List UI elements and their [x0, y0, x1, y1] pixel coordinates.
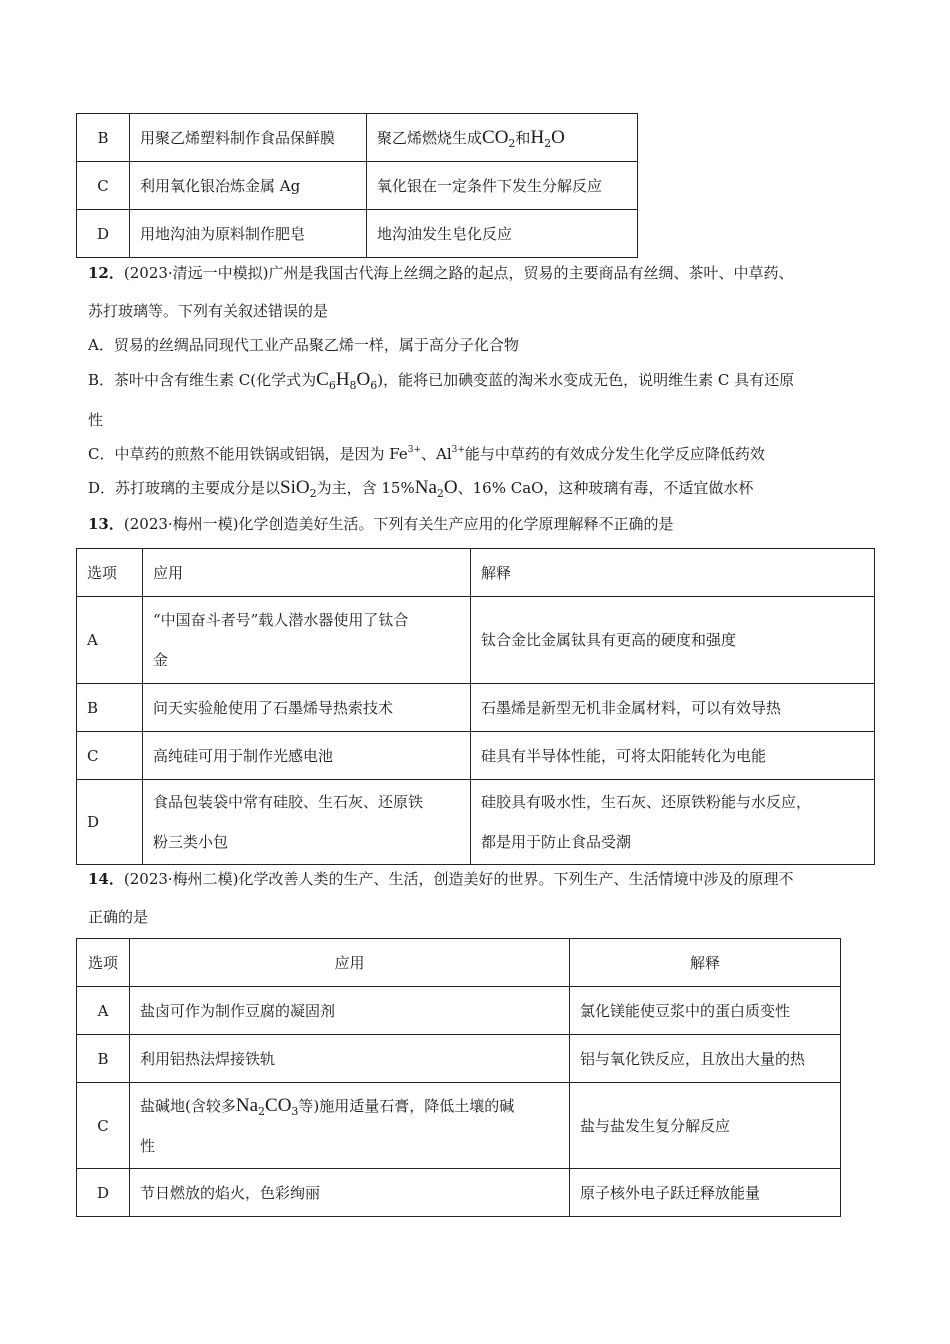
- table-row: [77, 780, 875, 865]
- option-cell: B: [77, 114, 130, 162]
- option-cell: A: [77, 597, 143, 684]
- table-row: [77, 1035, 841, 1083]
- table-header-row: [77, 939, 841, 987]
- header-application: 应用: [143, 549, 471, 597]
- table-row: [77, 684, 875, 732]
- explanation-cell: 石墨烯是新型无机非金属材料，可以有效导热: [471, 684, 875, 732]
- option-cell: D: [77, 210, 130, 258]
- option-cell: A: [77, 987, 130, 1035]
- explanation-cell: 原子核外电子跃迁释放能量: [570, 1169, 841, 1217]
- table-row: [77, 987, 841, 1035]
- q12-option-a: A．贸易的丝绸品同现代工业产品聚乙烯一样，属于高分子化合物: [88, 336, 519, 354]
- header-option: 选项: [77, 939, 130, 987]
- table-row: [77, 597, 875, 684]
- application-cell: 食品包装袋中常有硅胶、生石灰、还原铁 粉三类小包: [143, 780, 471, 865]
- q12-option-b-line2: 性: [88, 411, 104, 429]
- option-cell: B: [77, 1035, 130, 1083]
- table-row: [77, 114, 638, 162]
- q12-option-c: C．中草药的煎熬不能用铁锅或铝锅，是因为 $Fe^{3+}$、$Al^{3+}$能与中草药的有效成分发生化学反应降低药效: [88, 445, 765, 463]
- explanation-cell: 氯化镁能使豆浆中的蛋白质变性: [570, 987, 841, 1035]
- application-cell: 盐碱地(含较多$Na_2CO_3$等)施用适量石膏，降低土壤的碱 性: [130, 1083, 570, 1169]
- option-cell: C: [77, 732, 143, 780]
- q12-option-d: D．苏打玻璃的主要成分是以SiO$_2$为主，含 $15\%Na_2O$、16% CaO，这种玻璃有毒，不适宜做水杯: [88, 477, 754, 500]
- application-cell: 节日燃放的焰火，色彩绚丽: [130, 1169, 570, 1217]
- application-cell: 问天实验舱使用了石墨烯导热索技术: [143, 684, 471, 732]
- application-cell: “中国奋斗者号”载人潜水器使用了钛合 金: [143, 597, 471, 684]
- option-cell: B: [77, 684, 143, 732]
- q14-table: [76, 938, 841, 1217]
- top-table: [76, 113, 638, 258]
- explanation-cell: 聚乙烯燃烧生成$CO_2$和$H_2O$: [367, 114, 638, 162]
- option-cell: D: [77, 1169, 130, 1217]
- application-cell: 高纯硅可用于制作光感电池: [143, 732, 471, 780]
- application-cell: 利用铝热法焊接铁轨: [130, 1035, 570, 1083]
- q12-stem-line1: 12．(2023·清远一中模拟)广州是我国古代海上丝绸之路的起点，贸易的主要商品有丝绸、茶叶、中草药、: [88, 264, 794, 282]
- table-row: [77, 210, 638, 258]
- header-explanation: 解释: [570, 939, 841, 987]
- header-option: 选项: [77, 549, 143, 597]
- explanation-cell: 盐与盐发生复分解反应: [570, 1083, 841, 1169]
- q14-stem-line1: 14．(2023·梅州二模)化学改善人类的生产、生活，创造美好的世界。下列生产、生活情境中涉及的原理不: [88, 870, 794, 888]
- application-cell: 用地沟油为原料制作肥皂: [130, 210, 367, 258]
- explanation-cell: 地沟油发生皂化反应: [367, 210, 638, 258]
- explanation-cell: 铝与氧化铁反应，且放出大量的热: [570, 1035, 841, 1083]
- q13-stem: 13．(2023·梅州一模)化学创造美好生活。下列有关生产应用的化学原理解释不正确的是: [88, 515, 674, 533]
- q14-stem-line2: 正确的是: [88, 908, 149, 926]
- table-row: [77, 1169, 841, 1217]
- header-application: 应用: [130, 939, 570, 987]
- table-row: [77, 1083, 841, 1169]
- application-cell: 盐卤可作为制作豆腐的凝固剂: [130, 987, 570, 1035]
- explanation-cell: 硅胶具有吸水性，生石灰、还原铁粉能与水反应， 都是用于防止食品受潮: [471, 780, 875, 865]
- option-cell: C: [77, 1083, 130, 1169]
- explanation-cell: 硅具有半导体性能，可将太阳能转化为电能: [471, 732, 875, 780]
- explanation-cell: 钛合金比金属钛具有更高的硬度和强度: [471, 597, 875, 684]
- table-row: [77, 162, 638, 210]
- option-cell: C: [77, 162, 130, 210]
- header-explanation: 解释: [471, 549, 875, 597]
- table-row: [77, 732, 875, 780]
- q12-stem-line2: 苏打玻璃等。下列有关叙述错误的是: [88, 302, 329, 320]
- option-cell: D: [77, 780, 143, 865]
- table-header-row: [77, 549, 875, 597]
- q12-option-b: B．茶叶中含有维生素 C(化学式为$C_6H_8O_6$)，能将已加碘变蓝的淘米水变成无色，说明维生素 C 具有还原: [88, 369, 795, 392]
- explanation-cell: 氧化银在一定条件下发生分解反应: [367, 162, 638, 210]
- application-cell: 利用氧化银冶炼金属 Ag: [130, 162, 367, 210]
- q13-table: [76, 548, 875, 865]
- application-cell: 用聚乙烯塑料制作食品保鲜膜: [130, 114, 367, 162]
